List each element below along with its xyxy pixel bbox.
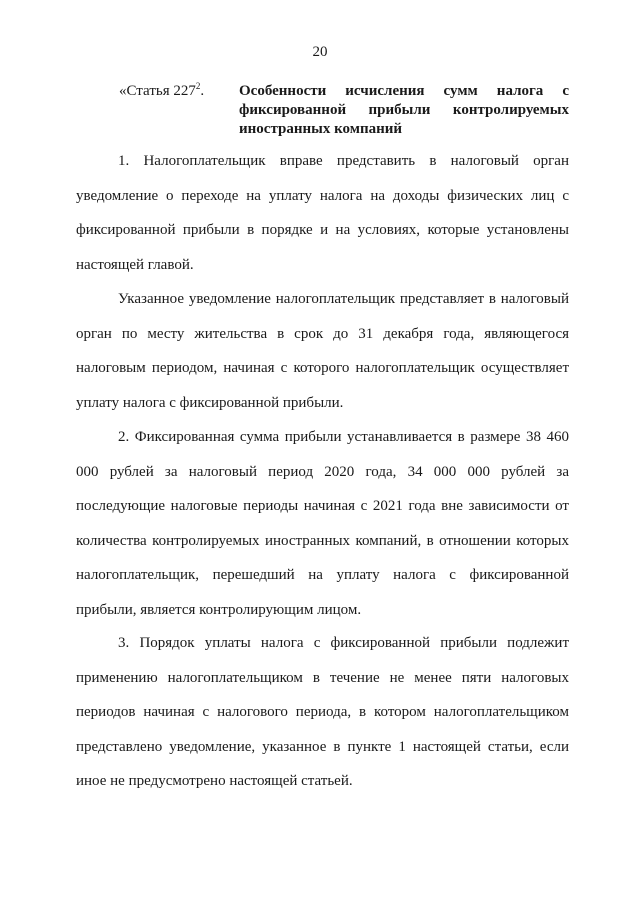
article-label-suffix: . — [200, 83, 205, 99]
article-label-prefix: «Статья 227 — [119, 83, 196, 99]
article-label-superscript: 2 — [195, 81, 201, 91]
paragraph-3: 2. Фиксированная сумма прибыли устанавливается в размере 38 460 000 рублей за налоговый период 2020 года, 34 000 000 рублей за последующие налоговые периоды начиная с 2021 года вне зависимости от количества контролируемых иностранных компаний, в отношении которых налогоплательщик, перешедший на уплату налога с фиксированной прибыли, является контролирующим лицом. — [76, 429, 569, 618]
article-label — [119, 82, 239, 101]
page-number: 20 — [312, 44, 328, 60]
paragraph-1: 1. Налогоплательщик вправе представить в налоговый орган уведомление о переходе на уплату налога на доходы физических лиц с фиксированной прибыли в порядке и на условиях, которые установлены настоящей главой. — [76, 153, 569, 273]
paragraph-4: 3. Порядок уплаты налога с фиксированной прибыли подлежит применению налогоплательщиком в течение не менее пяти налоговых периодов начиная с налогового периода, в котором налогоплательщиком представлено уведомление, указанное в пункте 1 настоящей статьи, если иное не предусмотрено настоящей статьей. — [76, 635, 569, 789]
paragraph-2: Указанное уведомление налогоплательщик представляет в налоговый орган по месту жительства в срок до 31 декабря года, являющегося налоговым периодом, начиная с которого налогоплательщик осуществляет уплату налога с фиксированной прибыли. — [76, 291, 569, 411]
article-title: Особенности исчисления сумм налога с фиксированной прибыли контролируемых иностранных компаний — [239, 83, 569, 137]
